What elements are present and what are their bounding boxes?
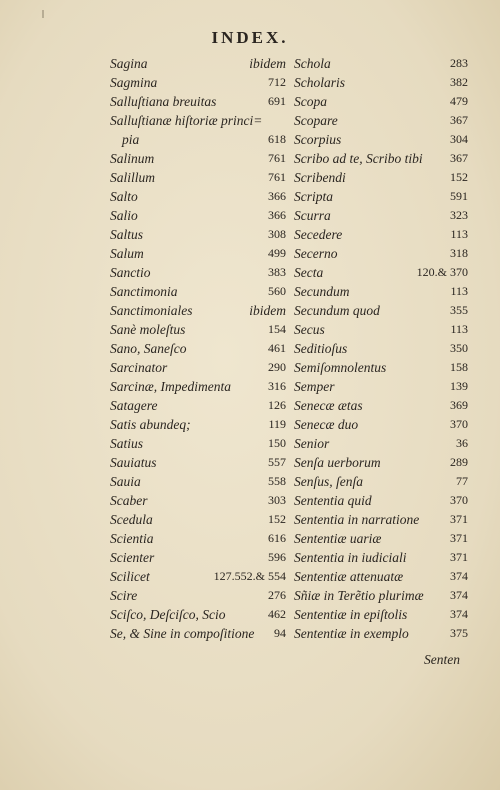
index-term: Sanè moleſtus	[110, 322, 186, 337]
index-entry	[294, 529, 468, 548]
index-entry	[110, 510, 286, 529]
index-page-reference: 113	[450, 322, 468, 336]
index-entry	[294, 396, 468, 415]
index-term: Satius	[110, 436, 144, 451]
index-page-reference: 303	[268, 493, 286, 507]
index-page-reference: 761	[268, 170, 286, 184]
index-page-reference: 591	[450, 189, 468, 203]
index-entry	[294, 320, 468, 339]
index-term: Sententiæ uariæ	[294, 531, 382, 546]
index-term: Scribo ad te, Scribo tibi	[294, 151, 423, 166]
index-page-reference: 289	[450, 455, 468, 469]
index-term: Seditioſus	[294, 341, 348, 356]
index-entry	[110, 396, 286, 415]
index-term: Secundum	[294, 284, 350, 299]
index-term: Sententia in narratione	[294, 512, 420, 527]
index-entry	[110, 624, 286, 643]
index-page-reference: 366	[268, 189, 286, 203]
index-entry	[110, 149, 286, 168]
index-term: Salluſtianæ hiſtoriæ princi=	[110, 113, 263, 128]
index-entry	[110, 415, 286, 434]
catchword: Senten	[424, 652, 460, 667]
index-term: Sententiæ attenuatæ	[294, 569, 404, 584]
index-page-reference: 499	[268, 246, 286, 260]
index-term: Semper	[294, 379, 335, 394]
index-page-reference: 596	[268, 550, 286, 564]
index-entry	[110, 586, 286, 605]
index-page-reference: 323	[450, 208, 468, 222]
index-term: Sagmina	[110, 75, 158, 90]
index-entry	[294, 92, 468, 111]
index-entry	[294, 187, 468, 206]
index-term: Scopare	[294, 113, 338, 128]
index-entry	[294, 149, 468, 168]
index-term: Salillum	[110, 170, 156, 185]
index-page-reference: 462	[268, 607, 286, 621]
index-term: Salinum	[110, 151, 155, 166]
index-entry	[110, 282, 286, 301]
index-term: Sauia	[110, 474, 141, 489]
index-term: Sauiatus	[110, 455, 157, 470]
index-term: Sñiæ in Terẽtio plurimæ	[294, 588, 424, 603]
index-page-reference: 308	[268, 227, 286, 241]
index-entry	[294, 206, 468, 225]
index-page-reference: 355	[450, 303, 468, 317]
index-entry	[110, 111, 286, 130]
index-page-reference: 304	[450, 132, 468, 146]
index-page-reference: 712	[268, 75, 286, 89]
index-entry	[294, 453, 468, 472]
index-term: Salto	[110, 189, 138, 204]
index-entry	[294, 377, 468, 396]
index-page-reference: 77	[456, 474, 468, 488]
index-term: Salluſtiana breuitas	[110, 94, 217, 109]
index-term: Scripta	[294, 189, 333, 204]
index-entry	[110, 244, 286, 263]
index-page-reference: 316	[268, 379, 286, 393]
index-page-reference: 139	[450, 379, 468, 393]
index-page-reference: 126	[268, 398, 286, 412]
index-page-reference: ibidem	[249, 303, 286, 318]
index-entry	[110, 358, 286, 377]
index-term: Sententiæ in exemplo	[294, 626, 409, 641]
index-entry	[294, 567, 468, 586]
index-page-reference: 761	[268, 151, 286, 165]
index-term: Salum	[110, 246, 144, 261]
index-page-reference: 371	[450, 550, 468, 564]
index-term: Senecæ duo	[294, 417, 359, 432]
index-entry	[294, 548, 468, 567]
index-entry	[294, 244, 468, 263]
index-page-reference: 560	[268, 284, 286, 298]
index-entry	[110, 605, 286, 624]
index-term: Sarcinæ, Impedimenta	[110, 379, 231, 394]
index-entry	[294, 111, 468, 130]
index-term: Senſus, ſenſa	[294, 474, 363, 489]
index-entry	[110, 548, 286, 567]
index-entry	[110, 377, 286, 396]
index-page-reference: 152	[450, 170, 468, 184]
index-entry	[294, 282, 468, 301]
index-page-reference: 367	[450, 151, 468, 165]
index-entry	[110, 92, 286, 111]
index-page-reference: 691	[268, 94, 286, 108]
index-term: Sanctio	[110, 265, 151, 280]
index-entry	[110, 339, 286, 358]
index-page-reference: 113	[450, 227, 468, 241]
index-page-reference: 369	[450, 398, 468, 412]
left-index-column	[110, 54, 286, 643]
index-entry	[110, 263, 286, 282]
index-term: Sciſco, Deſciſco, Scio	[110, 607, 226, 622]
index-entry	[110, 320, 286, 339]
index-page-reference: 375	[450, 626, 468, 640]
index-term: Sano, Saneſco	[110, 341, 187, 356]
index-entry	[294, 415, 468, 434]
index-entry	[294, 73, 468, 92]
index-term: Sagina	[110, 56, 148, 71]
index-page-reference: 150	[268, 436, 286, 450]
index-term: Scopa	[294, 94, 327, 109]
index-entry	[294, 358, 468, 377]
index-page-reference: 374	[450, 588, 468, 602]
index-term: Salio	[110, 208, 138, 223]
index-page-reference: 370	[450, 493, 468, 507]
index-entry	[294, 624, 468, 643]
index-entry	[294, 225, 468, 244]
index-page-reference: 558	[268, 474, 286, 488]
index-entry	[294, 54, 468, 73]
index-entry	[294, 339, 468, 358]
index-term: Sanctimonia	[110, 284, 178, 299]
index-page-reference: 36	[456, 436, 468, 450]
index-page-reference: 383	[268, 265, 286, 279]
index-term: Scholaris	[294, 75, 346, 90]
index-term: Scienter	[110, 550, 155, 565]
index-entry	[294, 434, 468, 453]
index-term: Scaber	[110, 493, 148, 508]
index-page-reference: 94	[274, 626, 286, 640]
index-term: Scedula	[110, 512, 153, 527]
index-term: Scribendi	[294, 170, 346, 185]
index-page-reference: 119	[268, 417, 286, 431]
index-entry	[110, 491, 286, 510]
index-term: Sententiæ in epiſtolis	[294, 607, 408, 622]
index-page-reference: 318	[450, 246, 468, 260]
index-page-reference: 366	[268, 208, 286, 222]
index-entry	[294, 605, 468, 624]
index-term: Senſa uerborum	[294, 455, 381, 470]
right-index-column	[294, 54, 468, 643]
index-term: Scilicet	[110, 569, 150, 584]
index-term: Secus	[294, 322, 325, 337]
index-page-reference: 374	[450, 569, 468, 583]
index-page-reference: ibidem	[249, 56, 286, 71]
index-page-reference: 158	[450, 360, 468, 374]
index-page-reference: 382	[450, 75, 468, 89]
index-page-reference: 479	[450, 94, 468, 108]
index-term: Sententia quid	[294, 493, 372, 508]
index-entry	[294, 301, 468, 320]
index-page-reference: 557	[268, 455, 286, 469]
index-page-reference: 371	[450, 512, 468, 526]
index-term: Senior	[294, 436, 330, 451]
index-page-reference: 152	[268, 512, 286, 526]
index-entry	[294, 168, 468, 187]
index-entry	[294, 510, 468, 529]
index-entry	[110, 434, 286, 453]
index-entry	[110, 168, 286, 187]
index-page-reference: 367	[450, 113, 468, 127]
index-entry	[110, 130, 286, 149]
index-entry	[110, 73, 286, 92]
index-page-reference: 461	[268, 341, 286, 355]
index-term: Secundum quod	[294, 303, 380, 318]
index-entry	[110, 301, 286, 320]
index-term: Secerno	[294, 246, 338, 261]
index-page-reference: 290	[268, 360, 286, 374]
index-entry	[294, 263, 468, 282]
index-entry	[110, 54, 286, 73]
index-page-reference: 350	[450, 341, 468, 355]
index-term: Secedere	[294, 227, 343, 242]
index-entry	[110, 225, 286, 244]
page-mark	[42, 10, 44, 18]
index-entry	[294, 491, 468, 510]
index-entry	[110, 187, 286, 206]
page-header: INDEX.	[211, 28, 289, 47]
index-term: Scientia	[110, 531, 154, 546]
index-term: Scorpius	[294, 132, 342, 147]
index-term: Secta	[294, 265, 324, 280]
index-entry	[110, 472, 286, 491]
index-term: Satis abundeq;	[110, 417, 191, 432]
index-page-reference: 374	[450, 607, 468, 621]
index-entry	[110, 453, 286, 472]
index-page-reference: 616	[268, 531, 286, 545]
index-term: Scire	[110, 588, 138, 603]
index-page-reference: 276	[268, 588, 286, 602]
index-term: Saltus	[110, 227, 144, 242]
index-term: Sarcinator	[110, 360, 168, 375]
index-page-reference: 370	[450, 417, 468, 431]
index-page-reference: 283	[450, 56, 468, 70]
index-term: Se, & Sine in compoſitione	[110, 626, 255, 641]
index-page-reference: 618	[268, 132, 286, 146]
index-entry	[110, 567, 286, 586]
index-term: Schola	[294, 56, 331, 71]
index-term: Sanctimoniales	[110, 303, 193, 318]
index-entry	[294, 130, 468, 149]
index-term: Senecæ ætas	[294, 398, 363, 413]
index-term: Sententia in iudiciali	[294, 550, 407, 565]
index-entry	[110, 206, 286, 225]
index-entry	[294, 472, 468, 491]
index-page-reference: 371	[450, 531, 468, 545]
index-term: Satagere	[110, 398, 158, 413]
index-entry	[294, 586, 468, 605]
index-term: pia	[122, 132, 140, 147]
index-page-reference: 127.552.& 554	[213, 569, 286, 583]
index-page-reference: 154	[268, 322, 286, 336]
index-entry	[110, 529, 286, 548]
index-term: Semiſomnolentus	[294, 360, 387, 375]
index-page-reference: 120.& 370	[416, 265, 468, 279]
index-page-reference: 113	[450, 284, 468, 298]
index-term: Scurra	[294, 208, 331, 223]
